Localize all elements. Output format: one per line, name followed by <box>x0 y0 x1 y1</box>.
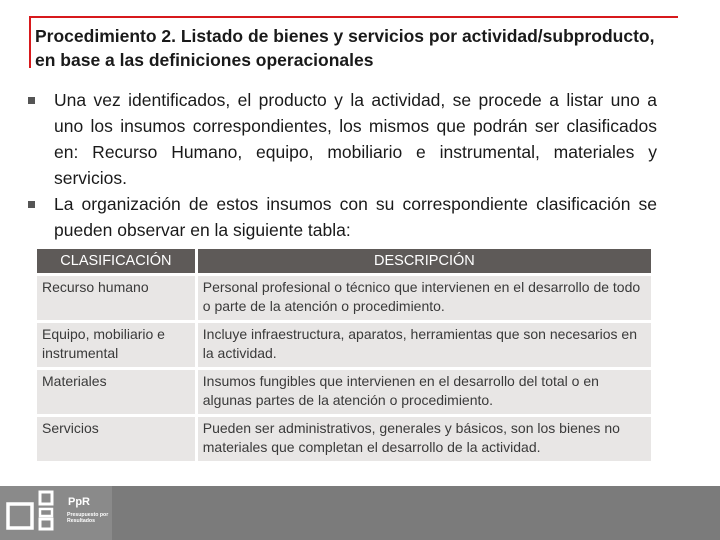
bullet-item <box>25 191 657 243</box>
cell-clasificacion: Equipo, mobiliario e instrumental <box>37 323 195 367</box>
table-row <box>37 323 651 367</box>
title-accent-left <box>29 16 31 68</box>
square-bullet-icon <box>28 201 35 208</box>
cell-descripcion: Incluye infraestructura, aparatos, herramientas que son necesarios en la actividad. <box>198 323 651 367</box>
bullet-text: Una vez identificados, el producto y la actividad, se procede a listar uno a uno los insumos correspondientes, los mismos que podrán ser clasificados en: Recurso Humano, equipo, mobiliario e instrumental, materiales y servicios. <box>54 90 657 188</box>
footer-logo <box>0 486 112 540</box>
table-row <box>37 370 651 414</box>
column-header-descripcion: DESCRIPCIÓN <box>198 249 651 273</box>
brand-name: PpR <box>68 496 90 508</box>
bullet-text: La organización de estos insumos con su correspondiente clasificación se pueden observar en la siguiente tabla: <box>54 194 657 240</box>
table-row <box>37 276 651 320</box>
title-accent-top <box>29 16 678 18</box>
bullet-list <box>25 87 657 243</box>
cell-clasificacion: Materiales <box>37 370 195 414</box>
square-bullet-icon <box>28 97 35 104</box>
brand-subtitle: Presupuesto por Resultados <box>67 512 109 524</box>
page-title: Procedimiento 2. Listado de bienes y servicios por actividad/subproducto, en base a las definiciones operacionales <box>35 26 655 70</box>
column-header-clasificacion: CLASIFICACIÓN <box>37 249 195 273</box>
cell-clasificacion: Recurso humano <box>37 276 195 320</box>
footer-bar <box>0 486 720 540</box>
classification-table <box>34 246 654 464</box>
cell-clasificacion: Servicios <box>37 417 195 461</box>
table-header-row <box>37 249 651 273</box>
cell-descripcion: Personal profesional o técnico que intervienen en el desarrollo de todo o parte de la atención o procedimiento. <box>198 276 651 320</box>
table-row <box>37 417 651 461</box>
cell-descripcion: Insumos fungibles que intervienen en el desarrollo del total o en algunas partes de la atención o procedimiento. <box>198 370 651 414</box>
ppr-squares-logo-icon <box>6 490 66 536</box>
cell-descripcion: Pueden ser administrativos, generales y básicos, son los bienes no materiales que completan el desarrollo de la actividad. <box>198 417 651 461</box>
bullet-item <box>25 87 657 191</box>
